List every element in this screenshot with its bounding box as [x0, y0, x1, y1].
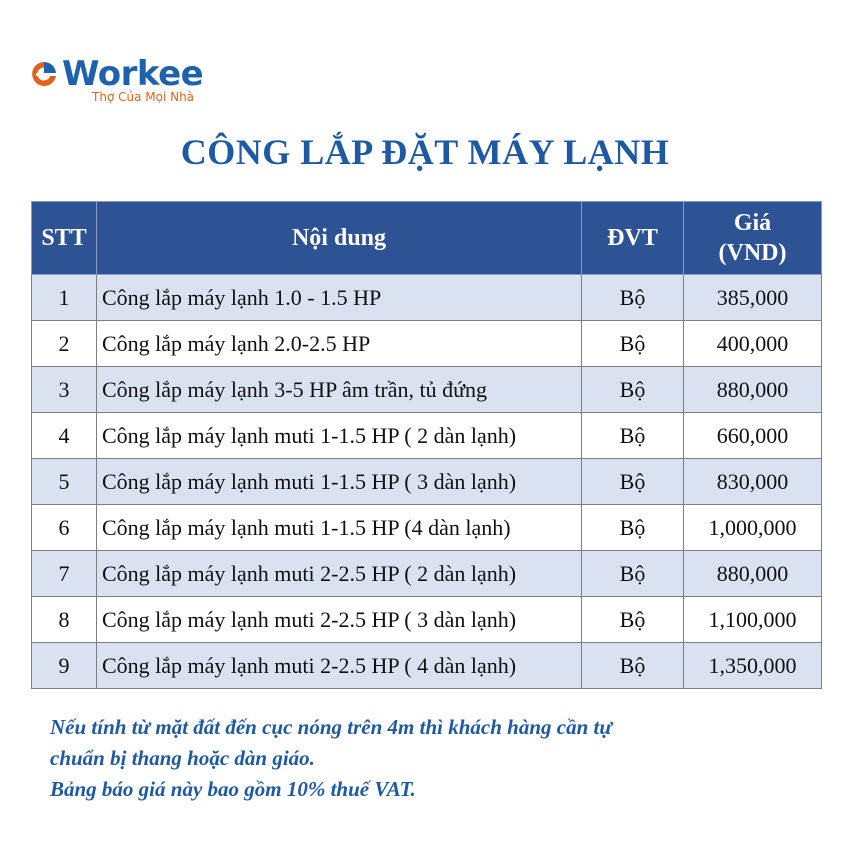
row-price: 1,100,000 — [684, 597, 822, 643]
row-unit: Bộ — [582, 551, 684, 597]
row-stt: 9 — [32, 643, 97, 689]
row-unit: Bộ — [582, 367, 684, 413]
price-table — [31, 201, 822, 689]
header-content: Nội dung — [97, 202, 582, 275]
row-stt: 8 — [32, 597, 97, 643]
row-price: 400,000 — [684, 321, 822, 367]
header-price-line1: Giá — [733, 210, 772, 236]
brand-logo — [28, 52, 268, 112]
workee-e-logo-icon — [30, 60, 58, 88]
row-content: Công lắp máy lạnh muti 2-2.5 HP ( 4 dàn lạnh) — [97, 643, 582, 689]
footnote-line: Bảng báo giá này bao gồm 10% thuế VAT. — [50, 777, 416, 801]
table-row — [32, 551, 822, 597]
row-stt: 2 — [32, 321, 97, 367]
table-row — [32, 413, 822, 459]
row-stt: 3 — [32, 367, 97, 413]
footnote-line: chuẩn bị thang hoặc dàn giáo. — [50, 746, 315, 770]
header-unit: ĐVT — [582, 202, 684, 275]
row-unit: Bộ — [582, 643, 684, 689]
row-price: 1,000,000 — [684, 505, 822, 551]
footnotes — [50, 712, 612, 805]
table-row — [32, 643, 822, 689]
row-content: Công lắp máy lạnh muti 2-2.5 HP ( 3 dàn lạnh) — [97, 597, 582, 643]
table-header-row — [32, 202, 822, 275]
row-price: 830,000 — [684, 459, 822, 505]
table-row — [32, 505, 822, 551]
header-price — [684, 202, 822, 275]
row-stt: 1 — [32, 275, 97, 321]
row-content: Công lắp máy lạnh 2.0-2.5 HP — [97, 321, 582, 367]
row-unit: Bộ — [582, 597, 684, 643]
row-content: Công lắp máy lạnh muti 1-1.5 HP ( 2 dàn lạnh) — [97, 413, 582, 459]
row-content: Công lắp máy lạnh muti 1-1.5 HP ( 3 dàn lạnh) — [97, 459, 582, 505]
row-price: 660,000 — [684, 413, 822, 459]
footnote-line: Nếu tính từ mặt đất đến cục nóng trên 4m thì khách hàng cần tự — [50, 715, 612, 739]
table-row — [32, 275, 822, 321]
row-stt: 7 — [32, 551, 97, 597]
row-stt: 5 — [32, 459, 97, 505]
table-row — [32, 597, 822, 643]
row-stt: 6 — [32, 505, 97, 551]
row-content: Công lắp máy lạnh muti 2-2.5 HP ( 2 dàn lạnh) — [97, 551, 582, 597]
row-content: Công lắp máy lạnh 1.0 - 1.5 HP — [97, 275, 582, 321]
table-row — [32, 321, 822, 367]
row-unit: Bộ — [582, 413, 684, 459]
row-unit: Bộ — [582, 321, 684, 367]
header-price-line2: (VND) — [718, 240, 787, 266]
row-stt: 4 — [32, 413, 97, 459]
row-price: 1,350,000 — [684, 643, 822, 689]
brand-tagline: Thợ Của Mọi Nhà — [92, 90, 195, 104]
table-row — [32, 459, 822, 505]
brand-wordmark: Workee — [62, 54, 204, 94]
row-price: 880,000 — [684, 367, 822, 413]
table-row — [32, 367, 822, 413]
row-unit: Bộ — [582, 505, 684, 551]
row-unit: Bộ — [582, 275, 684, 321]
page-title: CÔNG LẮP ĐẶT MÁY LẠNH — [180, 132, 670, 172]
row-price: 880,000 — [684, 551, 822, 597]
header-stt: STT — [32, 202, 97, 275]
row-price: 385,000 — [684, 275, 822, 321]
row-content: Công lắp máy lạnh muti 1-1.5 HP (4 dàn lạnh) — [97, 505, 582, 551]
row-unit: Bộ — [582, 459, 684, 505]
row-content: Công lắp máy lạnh 3-5 HP âm trần, tủ đứng — [97, 367, 582, 413]
